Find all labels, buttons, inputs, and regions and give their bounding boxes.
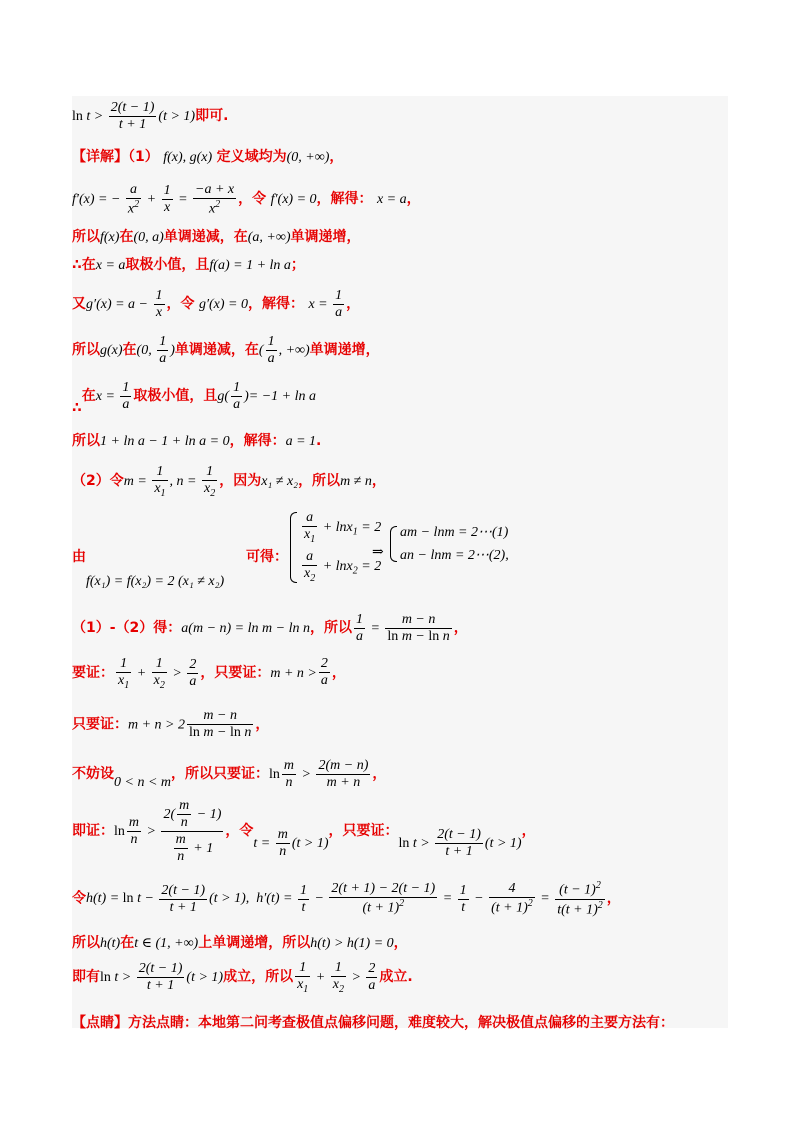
eq-1: am − lnm = 2⋯(1): [400, 525, 509, 540]
line-13: [72, 708, 269, 741]
text: ，只要证：: [328, 822, 399, 839]
text: ，所以: [309, 619, 352, 636]
text: 即可.: [195, 107, 229, 124]
line-18: [72, 960, 413, 995]
result-system: [390, 524, 509, 564]
text: 定义域均为: [216, 149, 287, 165]
text: ∴: [72, 399, 82, 416]
text: ，所以只要证：: [171, 765, 270, 782]
line-8: [72, 430, 321, 450]
line-9: [72, 464, 386, 499]
punct: ，: [606, 890, 621, 907]
math: m ≠ n: [340, 473, 372, 489]
text: ，解得：: [248, 295, 305, 312]
line-4: [72, 254, 305, 274]
text: 取极小值，且: [133, 387, 218, 404]
text: 上单调递增，所以: [198, 935, 311, 951]
punct: .: [316, 433, 322, 449]
text: 在: [81, 387, 96, 404]
line-2: [72, 182, 421, 218]
punct: ，: [453, 619, 468, 636]
implies-icon: ⇒: [372, 545, 384, 560]
punct: ，: [346, 295, 361, 312]
math-h: h(t) = ln t − $\frac{2(t - 1)}{t + 1}$ (t > 1), h′(t) = $\frac{1}{t}$ − $\frac{2(t + 1) - 2(t - 1)}{(t + 1)^2}$ = $\frac{1}{t}$ − $\frac{4}{(t + 1)^2}$ = $\frac{(t - 1)^2}{t(t + 1)^2}$: [86, 880, 603, 918]
math: $\frac{1}{x_1}$ + $\frac{1}{x_2}$ > $\frac{2}{a}$: [297, 960, 376, 995]
ineq-ln-t: ln t > $\frac{2(t - 1)}{t + 1}$ (t > 1): [72, 100, 196, 133]
text: ，解得：: [229, 433, 286, 449]
math: m + n > 2: [128, 717, 186, 733]
condition: f(x₁) = f(x₂) = 2 (x₁ ≠ x₂): [86, 574, 225, 589]
punct: ，: [372, 765, 387, 782]
math-x: x = $\frac{1}{a}$: [95, 380, 130, 413]
solution: x = a: [376, 192, 407, 208]
math: t ∈ (1, +∞): [134, 936, 199, 951]
math: a = 1: [285, 434, 317, 449]
frac-1-over-a: $\frac{1}{a}$ = $\frac{m - n}{\text{ln m − ln n}}$: [355, 612, 450, 645]
text: ，所以: [298, 472, 341, 489]
math: = −1 + ln a: [248, 388, 316, 404]
domain: (0, +∞): [286, 150, 330, 165]
text: 可得：: [246, 549, 288, 565]
label-detail: 【详解】（1）: [72, 149, 159, 165]
solution-x: x = $\frac{1}{a}$: [308, 288, 343, 321]
text: ，因为: [219, 472, 262, 489]
line-3: [72, 226, 361, 246]
math: m + n >: [270, 665, 317, 681]
line-16: [72, 880, 621, 919]
line-15: [72, 798, 536, 865]
text: 令: [72, 890, 86, 907]
math: g′(x) = 0: [198, 296, 249, 312]
text: 单调递增，: [309, 341, 380, 358]
text: 只要证：: [72, 716, 128, 733]
text: 单调递增，: [290, 229, 361, 245]
text: ，令: [166, 295, 195, 312]
text: 即证：: [72, 822, 114, 839]
text: 不妨设: [72, 765, 114, 782]
text: 即有: [72, 968, 100, 985]
math: x = a: [95, 258, 126, 273]
equation-system: $\frac{a}{x_1}$ + lnx$_1$ = 2 $\frac{a}{x_2}$ + lnx$_2$ = 2: [290, 510, 381, 585]
text: 又: [72, 295, 86, 312]
math: f(x): [100, 230, 120, 245]
line-19: [72, 1012, 674, 1032]
line-7: [72, 380, 316, 416]
math: h(t): [100, 936, 121, 951]
math: ln t > $\frac{2(t - 1)}{t + 1}$ (t > 1): [100, 961, 224, 994]
text: ，令: [238, 191, 267, 208]
text: 在: [120, 935, 135, 951]
text: ，令: [225, 822, 254, 839]
math: 0 < n < m: [114, 774, 172, 790]
text: （1）-（2）得：: [72, 619, 182, 636]
math: g(x): [100, 342, 123, 358]
math: f(a) = 1 + ln a: [209, 258, 291, 273]
derivative-g: g′(x) = a − $\frac{1}{x}$: [86, 288, 163, 321]
math: ln t > $\frac{2(t - 1)}{t + 1}$ (t > 1): [398, 827, 522, 860]
eq-fprime-zero: f′(x) = 0: [270, 192, 317, 208]
punct: ，: [393, 935, 408, 951]
text: （2）令: [72, 472, 124, 489]
math: h(t) > h(1) = 0: [310, 936, 394, 951]
text: 成立，所以: [223, 968, 294, 985]
punct: ，: [521, 822, 536, 839]
substitution: m = $\frac{1}{x_1}$ , n = $\frac{1}{x_2}$: [123, 464, 216, 499]
text: 取极小值，且: [125, 257, 210, 273]
math: ln $\frac{m}{n}$ > $\frac{2(m - n)}{m + n}$: [269, 758, 369, 791]
math: t = $\frac{m}{n}$ (t > 1): [253, 827, 329, 860]
interval: (0, a): [133, 230, 164, 245]
document-page: [72, 96, 728, 1031]
math: x₁ ≠ x₂: [261, 473, 299, 489]
punct: ，: [329, 149, 344, 165]
punct: ；: [290, 257, 305, 273]
text: 成立.: [379, 968, 413, 985]
line-0: [72, 100, 228, 133]
punct: ，: [331, 664, 346, 681]
frac: $\frac{m - n}{\text{ln m − ln n}}$: [189, 708, 252, 741]
text: ，只要证：: [200, 664, 271, 681]
math: $\frac{1}{x_1}$ + $\frac{1}{x_2}$ > $\frac{2}{a}$: [118, 656, 197, 691]
math: 1 + ln a − 1 + ln a = 0: [100, 434, 230, 449]
text: ，解得：: [316, 191, 373, 208]
text: ∴在: [72, 257, 96, 273]
text: 单调递减，在: [163, 229, 248, 245]
punct: ，: [371, 472, 386, 489]
interval-1: (0, $\frac{1}{a}$ ): [136, 334, 175, 367]
text: 所以: [72, 229, 100, 245]
math-fg: f(x), g(x): [163, 150, 213, 165]
text: 在: [122, 341, 137, 358]
interval: (a, +∞): [247, 230, 291, 245]
line-1: [72, 146, 343, 166]
eq-2: an − lnm = 2⋯(2),: [400, 548, 509, 563]
math-g: g( $\frac{1}{a}$ ): [217, 380, 249, 413]
punct: ，: [255, 716, 270, 733]
math: ln $\frac{m}{n}$ > 2( $\frac{m}{n}$ − 1) $\frac{m}{n}$ + 1: [114, 798, 222, 865]
punct: ，: [406, 191, 421, 208]
line-14: [72, 758, 386, 791]
text: 所以: [72, 433, 100, 449]
text: 所以: [72, 935, 100, 951]
text: 单调递减，在: [174, 341, 259, 358]
frac-2-a: $\frac{2}{a}$: [320, 656, 328, 689]
math: a(m − n) = ln m − ln n: [181, 620, 310, 636]
line-12: [72, 656, 346, 691]
line-6: [72, 334, 380, 367]
text: 在: [119, 229, 134, 245]
note: 【点睛】方法点睛：本地第二问考查极值点偏移问题，难度较大，解决极值点偏移的主要方法有：: [72, 1015, 674, 1031]
text: 由: [72, 549, 86, 565]
line-5: [72, 288, 360, 321]
text: 所以: [72, 341, 100, 358]
text: 要证：: [72, 664, 114, 681]
derivative-f: f′(x) = − $\frac{a}{x^2}$ + $\frac{1}{x}$ = $\frac{-a + x}{x^2}$: [72, 182, 235, 217]
line-17: [72, 932, 408, 952]
interval-2: ( $\frac{1}{a}$ , +∞): [258, 334, 310, 367]
line-11: [72, 612, 468, 645]
